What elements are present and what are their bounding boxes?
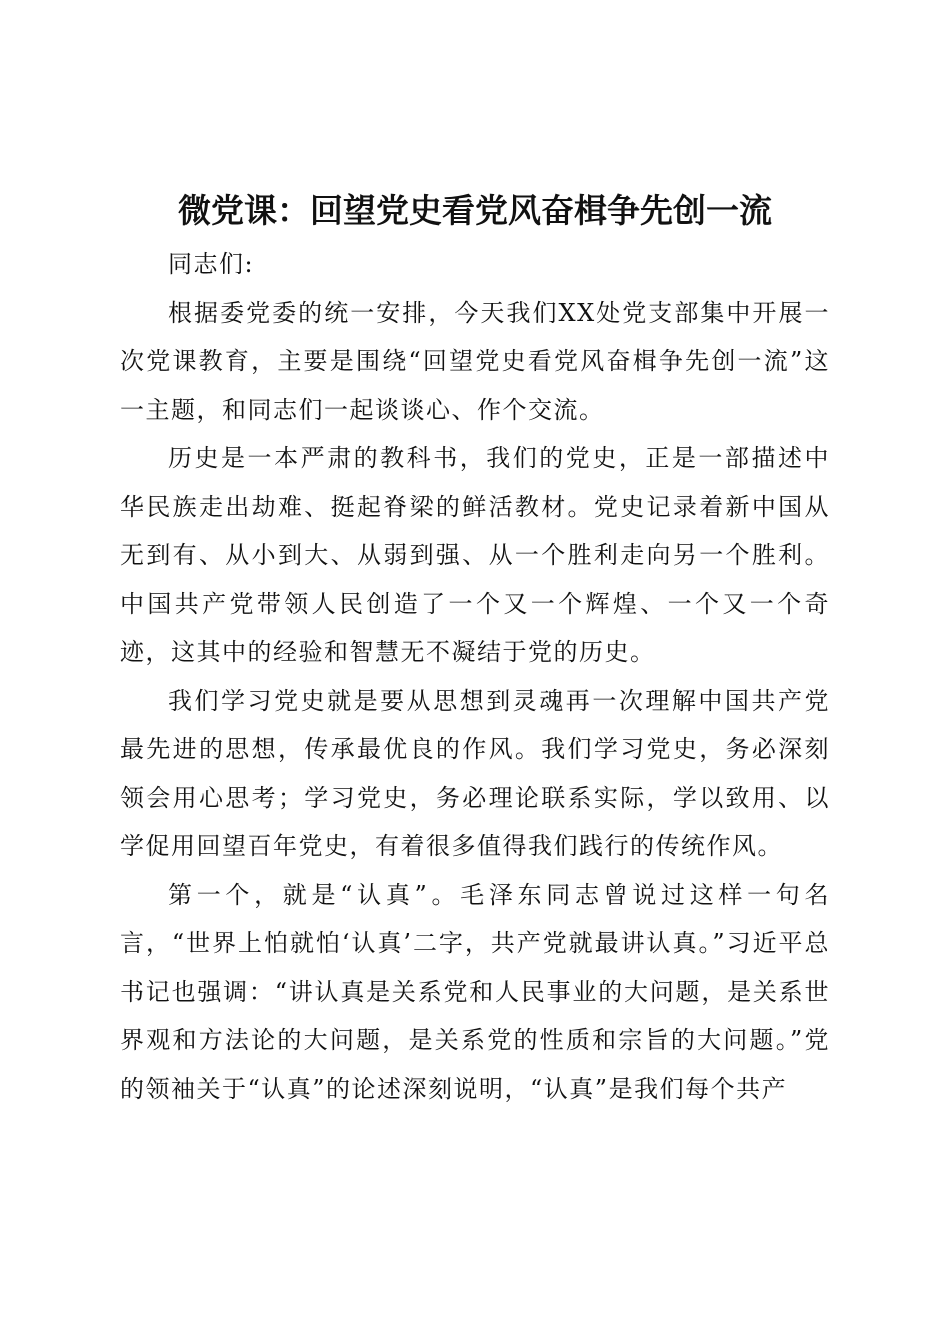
body-paragraph: 我们学习党史就是要从思想到灵魂再一次理解中国共产党最先进的思想，传承最优良的作风。我们学习党史，务必深刻领会用心思考；学习党史，务必理论联系实际，学以致用、以学促用回望百年党史，有着很多值得我们践行的传统作风。 (120, 686, 830, 860)
document-body (120, 240, 830, 1113)
document-title: 微党课：回望党史看党风奋楫争先创一流 (178, 191, 772, 230)
body-paragraph: 历史是一本严肃的教科书，我们的党史，正是一部描述中华民族走出劫难、挺起脊梁的鲜活教材。党史记录着新中国从无到有、从小到大、从弱到强、从一个胜利走向另一个胜利。中国共产党带领人民创造了一个又一个辉煌、一个又一个奇迹，这其中的经验和智慧无不凝结于党的历史。 (120, 444, 830, 666)
body-paragraph: 第一个，就是“认真”。毛泽东同志曾说过这样一句名言，“世界上怕就怕‘认真’二字，共产党就最讲认真。”习近平总书记也强调：“讲认真是关系党和人民事业的大问题，是关系世界观和方法论的大问题，是关系党的性质和宗旨的大问题。”党的领袖关于“认真”的论述深刻说明，“认真”是我们每个共产 (120, 880, 830, 1103)
body-paragraph: 根据委党委的统一安排，今天我们XX处党支部集中开展一次党课教育，主要是围绕“回望党史看党风奋楫争先创一流”这一主题，和同志们一起谈谈心、作个交流。 (120, 298, 830, 424)
salutation-paragraph: 同志们: (168, 250, 255, 278)
